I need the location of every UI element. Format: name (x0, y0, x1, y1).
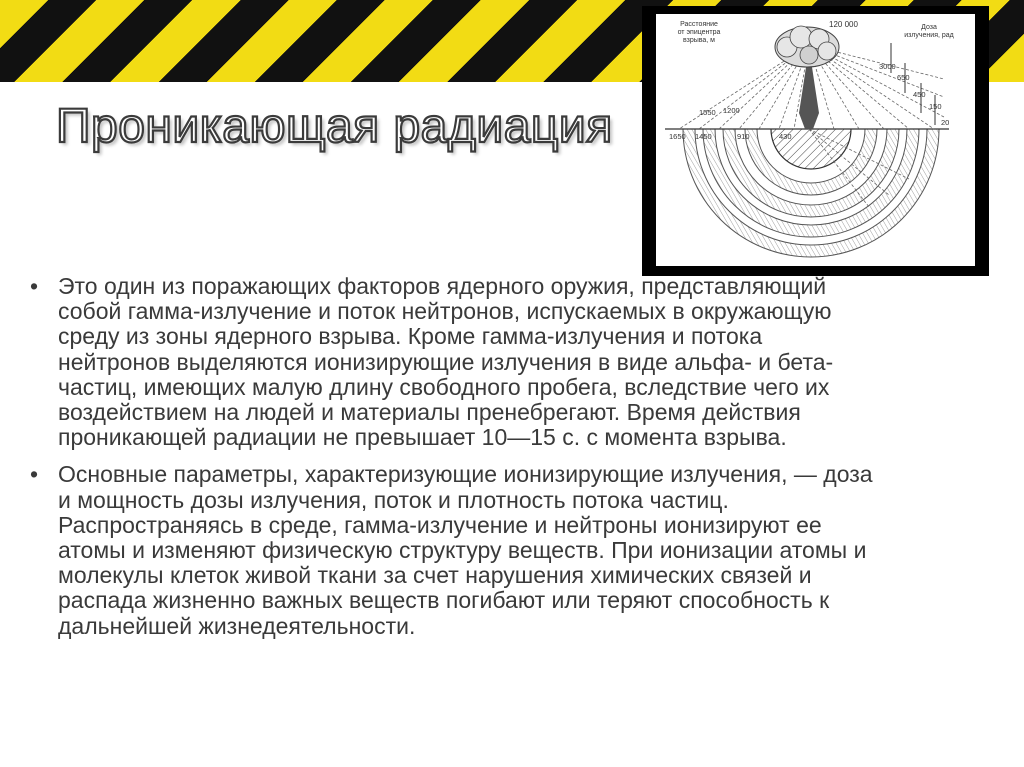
bullet-list (30, 274, 880, 651)
distance-value-910: 910 (737, 132, 750, 141)
dose-arrows (891, 43, 935, 125)
radiation-diagram (656, 14, 975, 266)
distance-value-430: 430 (779, 132, 792, 141)
radiation-diagram-svg (659, 17, 972, 263)
distance-value-1200: 1200 (723, 106, 740, 115)
bullet-text: Это один из поражающих факторов ядерного оружия, представляющий собой гамма-излучение и поток нейтронов, испускаемых в окружающую среду из зоны ядерного взрыва. Кроме гамма-излучения и потока нейтронов выделяются ионизирующие излучения в виде альфа- и бета- частиц, имеющих малую длину свободного пробега, вследствие чего их воздействием на людей и материалы пренебрегают. Время действия проникающей радиации не превышает 10—15 с. с момента взрыва. (58, 273, 834, 451)
slide-title: Проникающая радиация (56, 100, 613, 153)
bullet-item (30, 274, 880, 450)
distance-value-1650: 1650 (669, 132, 686, 141)
dose-label-line2: излучения, рад (904, 32, 954, 39)
distance-label-line1: Расстояние (680, 21, 718, 28)
bullet-marker: • (30, 273, 39, 299)
distance-value-1550: 1550 (699, 108, 716, 117)
distance-label-line3: взрыва, м (682, 37, 716, 44)
dose-label-line1: Доза (921, 24, 937, 31)
dose-value-150: 150 (929, 102, 942, 111)
dose-value-650: 650 (897, 73, 910, 82)
distance-value-1450: 1450 (695, 132, 712, 141)
bullet-text: Основные параметры, характеризующие ионизирующие излучения, — доза и мощность дозы излучения, поток и плотность потока частиц. Распространяясь в среде, гамма-излучение и нейтроны ионизируют ее атомы и изменяют физическую структуру веществ. При ионизации атомы и молекулы клеток живой ткани за счет нарушения химических связей и распада жизненно важных веществ погибают или теряют способность к дальнейшей жизнедеятельности. (58, 461, 873, 639)
bullet-marker: • (30, 461, 39, 488)
bullet-item (30, 462, 880, 638)
dose-value-20: 20 (941, 118, 950, 127)
diagram-frame (642, 6, 989, 276)
dose-value-3000: 3000 (879, 62, 896, 71)
distance-label-line2: от эпицентра (677, 29, 721, 36)
top-dose-value: 120 000 (829, 20, 858, 29)
dose-value-450: 450 (913, 90, 926, 99)
